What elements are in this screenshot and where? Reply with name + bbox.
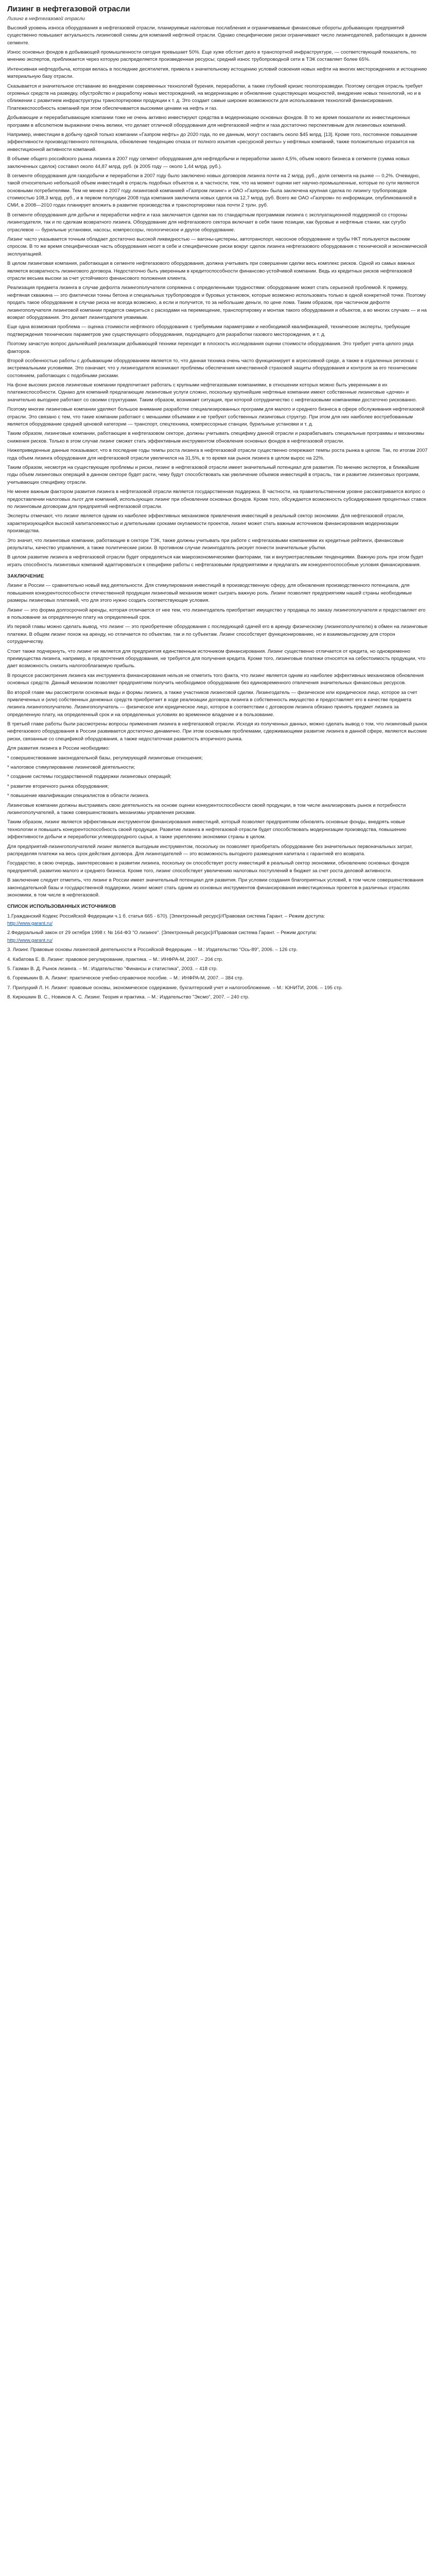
source-text: 6. Горемыкин В. А. Лизинг: практическое учебно-справочное пособие. – М.: ИНФРА-М, 2007. – 384 стр. [7, 975, 244, 981]
conclusion-paragraph: Для предприятий-лизингополучателей лизинг является выгодным инструментом, поскольку он позволяет приобретать оборудование без значительных первоначальных затрат, распределяя платежи на весь срок действия договора. Для лизингодателей — это возможность выгодного размещения капитала с гарантией его возврата. [7, 843, 413, 857]
conclusion-paragraph: * совершенствование законодательной базы, регулирующей лизинговые отношения; [7, 755, 203, 761]
paragraph: Это значит, что лизинговые компании, работающие в секторе ТЭК, также должны учитывать при работе с нефтегазовыми компаниями их кредитные рейтинги, финансовые результаты, качество управления, а также политические риски. В противном случае лизингодатель рискует понести значительные убытки. [7, 537, 404, 551]
conclusion-paragraph: Лизинг — это форма долгосрочной аренды, которая отличается от нее тем, что лизингодатель приобретает имущество у продавца по заказу лизингополучателя и предоставляет его в пользование за определенную плату на определенный срок. [7, 607, 426, 621]
conclusion-paragraph: В заключение следует отметить, что лизинг в России имеет значительный потенциал для развития. При условии создания благоприятных условий, в том числе совершенствования законодательной базы и государственной поддержки, лизинг может стать одним из основных инструментов финансирования инвестиционных проектов в различных отраслях экономики, в том числе в нефтегазовой. [7, 877, 424, 898]
source-text: 4. Кабатова Е. В. Лизинг: правовое регулирование, практика. – М.: ИНФРА-М, 2007. – 204 стр. [7, 956, 223, 962]
paragraph: Лизинг часто указывается точным обладает достаточно высокой ликвидностью — вагоны-цистерны, автотранспорт, насосное оборудование и трубы НКТ пользуются высоким спросом. В то же время специфическая часть оборудования несет в себе и специфические риски вокруг сделок лизинга нефтегазового оборудования с технической и экономической эксплуатацией. [7, 236, 427, 257]
source-text: 7. Прилуцкий Л. Н. Лизинг: правовые основы, экономическое содержание, бухгалтерский учет и налогообложение. – М.: ЮНИТИ, 2006. – 195 стр. [7, 985, 343, 991]
conclusion-paragraph: Во второй главе мы рассмотрели основные виды и формы лизинга, а также участников лизинговой сделки. Лизингодатель — физическое или юридическое лицо, которое за счет привлеченных и (или) собственных денежных средств приобретает в ходе реализации договора лизинга в собственность имущество и предоставляет его в качестве предмета лизинга лизингополучателю. Лизингополучатель — физическое или юридическое лицо, которое в соответствии с договором лизинга обязано принять предмет лизинга за определенную плату, на определенный срок и на определенных условиях во временное владение и в пользование. [7, 689, 417, 718]
paragraph: На фоне высоких рисков лизинговые компании предпочитают работать с крупными нефтегазовыми компаниями, в отношении которых можно быть уверенными в их платежеспособности. Однако для компаний предлагающие лизинговые услуги сложно, поскольку крупнейшие нефтяные компании имеют собственные лизинговые «дочки» и значительно выгоднее работают со своими структурами. Таким образом, возникает ситуация, при которой сотрудничество с нефтегазовыми компаниями достаточно рискованно. [7, 382, 417, 403]
conclusion-paragraph: Государство, в свою очередь, заинтересовано в развитии лизинга, поскольку он способствует росту инвестиций в реальный сектор экономики, обновлению основных фондов предприятий, развитию малого и среднего бизнеса. Кроме того, лизинг способствует увеличению налоговых поступлений в бюджет за счет роста деловой активности. [7, 860, 409, 874]
conclusion-heading: ЗАКЛЮЧЕНИЕ [7, 573, 44, 580]
paragraph: Износ основных фондов в добывающей промышленности сегодня превышает 50%. Еще хуже обстоит дело в транспортной инфраструктуре, — соответствующий показатель, по мнению экспертов, приближается через которую распределяется произведенная ресурсы; средний износ трубопроводной сети в ТЭК составляет более 65%. [7, 49, 416, 63]
paragraph: Сказывается и значительное отставание во внедрении современных технологий бурения, переработки, а также глубокий кризис геологоразведки. Поэтому сегодня отрасль требует огромных средств на разведку, обустройство и разработку новых месторождений, на модернизацию и обновление существующих мощностей, внедрение новых технологий, но и в сближении с развитием инфраструктуры транспортировки продукции к т. д. Это создает самые широкие возможности для использования технологий финансирования. Платежеспособность компаний при этом обеспечивается высокими ценами на нефть и газ. [7, 83, 423, 111]
source-text: 3. Лизинг. Правовые основы лизинговой деятельности в Российской Федерации. – М.: Издательство "Ось-89", 2006. – 126 стр. [7, 947, 298, 953]
conclusion-paragraph: Таким образом, лизинг является эффективным инструментом финансирования инвестиций, который позволяет предприятиям обновлять основные фонды, внедрять новые технологии и повышать конкурентоспособность своей продукции. Развитие лизинга в нефтегазовой отрасли будет способствовать модернизации производства, повышению эффективности добычи и переработки углеводородного сырья, а также укреплению экономики страны в целом. [7, 819, 407, 840]
source-link[interactable]: http://www.garant.ru/ [7, 937, 53, 943]
conclusion-paragraph: * развитие вторичного рынка оборудования; [7, 783, 109, 789]
source-item [7, 985, 429, 992]
source-item [7, 929, 429, 944]
conclusion-paragraph: Из первой главы можно сделать вывод, что лизинг — это приобретение оборудования с последующей сдачей его в аренду физическому (лизингополучателю) в обмен на лизинговые платежи. В общем лизинг похож на аренду, но отличается по объектам, так и по субъектам. Лизинг способствует функционированию, но и взаимовыгодному для сторон сотрудничеству. [7, 624, 428, 645]
conclusion-paragraph: Стоит также подчеркнуть, что лизинг не является для предприятия единственным источником финансирования. Лизинг существенно отличается от кредита, но одновременно преимущества лизинга, например, в предпочтения оборудования, не требуется для получения кредита. Кроме того, лизинговые платежи относятся на себестоимость продукции, что дает возможность снизить налогооблагаемую прибыль. [7, 648, 426, 669]
source-text: 2.Федеральный закон от 29 октября 1998 г. № 164-ФЗ "О лизинге". [Электронный ресурс]//Правовая система Гарант. – Режим доступа: [7, 930, 317, 936]
paragraph: Поэтому зачастую вопрос дальнейшей реализации добывающей техники переходит в плоскость исследования оценки стоимости оборудования. Это требует учета целого ряда факторов. [7, 341, 414, 354]
paragraph: Второй особенностью работы с добывающим оборудованием является то, что данная техника очень часто функционирует в агрессивной среде, а также в отдаленных регионах с экстремальными условиями. Это означает, что у лизингодателя возникают проблемы обеспечения качественной страховой защиты оборудования и контроля за его техническим состоянием, работающих с подобными рисками. [7, 358, 418, 379]
paragraph: Поэтому многие лизинговые компании уделяют большое внимание разработке специализированных программ для малого и среднего бизнеса в сфере обслуживания нефтегазовой отрасли. Это связано с тем, что такие компании работают с меньшими объемами и не требуют собственных лизинговых структур. При этом для них наиболее востребованным является оборудование средней ценовой категории — транспорт, спецтехника, компрессорные станции, бурильные установки и т. д. [7, 406, 425, 428]
page-title: Лизинг в нефтегазовой отрасли [7, 5, 130, 13]
paragraph: Реализация предмета лизинга в случае дефолта лизингополучателя сопряжена с определенными трудностями: оборудование может стать серьезной проблемой. К примеру, нефтяная скважина — это фактически тонны бетона и специальных трубопроводов и буровых установок, которые возможно использовать только в одной конкретной точке. Поэтому продать такое оборудование в случае риска не всегда возможно, а если и получится, то за небольшие деньги, по цене лома. Таким образом, при частичном дефолте лизингополучателя лизинговой компании придется смириться с расходами на перемещение, транспортировку и монтаж такого оборудования и объектов, а во многих случаях — и на возврат оборудования. Это делает лизингодателя уязвимым. [7, 285, 427, 320]
source-item [7, 975, 429, 982]
paragraph: Таким образом, несмотря на существующие проблемы и риски, лизинг в нефтегазовой отрасли имеет значительный потенциал для развития. По мнению экспертов, в ближайшие годы объем лизинговых операций в данном секторе будет расти, чему будут способствовать как увеличение объемов инвестиций в отрасль, так и развитие лизинговых программ, учитывающих специфику отрасли. [7, 464, 420, 485]
conclusion-body [7, 582, 429, 899]
source-text: 5. Газман В. Д. Рынок лизинга. – М.: Издательство "Финансы и статистика", 2003. – 418 стр. [7, 966, 218, 972]
conclusion-paragraph: * повышение квалификации специалистов в области лизинга. [7, 793, 150, 799]
paragraph: Нижеприведенные данные показывают, что в последние годы темпы роста лизинга в нефтегазовой отрасли существенно опережают темпы роста рынка в целом. Так, по итогам 2007 года объем лизинга оборудования для нефтегазовой отрасли увеличился на 31,5%, в то время как рынок лизинга в целом вырос на 22%. [7, 448, 428, 461]
paragraph: Например, инвестиции в добычу одной только компании «Газпром нефть» до 2020 года, по ее данным, могут составить около $45 млрд. [13]. Кроме того, постоянное повышение эффективности производственного потенциала, обновление тенденцию отказа от полного изъятия «ресурсной ренты» у нефтяных компаний, также положительно отразится на инвестиционной активности компаний. [7, 131, 417, 152]
paragraph: Добывающие и перерабатывающие компании тоже не очень активно инвестируют средства в модернизацию основных фондов. В то же время показатели их инвестиционных программ в абсолютном выражении очень велики, что делает отличной оборудования для нефтегазовой нефти и газа достаточно перспективным для лизинговых компаний. [7, 115, 410, 128]
conclusion-paragraph: Для развития лизинга в России необходимо: [7, 745, 110, 752]
source-item [7, 994, 429, 1001]
paragraph: Эксперты отмечают, что лизинг является одним из наиболее эффективных механизмов привлечения инвестиций в реальный сектор экономики. Для нефтегазовой отрасли, характеризующейся высокой капиталоемкостью и длительными сроками окупаемости проектов, лизинг может стать важным источником финансирования модернизации производства. [7, 513, 405, 534]
page-subtitle: Лизинг в нефтегазовой отрасли [7, 15, 85, 22]
paragraph: В целом развитие лизинга в нефтегазовой отрасли будет определяться как макроэкономическими факторами, так и внутриотраслевыми тенденциями. Важную роль при этом будет играть способность лизинговых компаний адаптироваться к специфике работы с нефтегазовыми предприятиями и предлагать им конкурентоспособные условия финансирования. [7, 554, 424, 568]
source-item [7, 913, 429, 928]
conclusion-paragraph: * налоговое стимулирование лизинговой деятельности; [7, 765, 135, 771]
source-text: 8. Кирюшкин В. С., Новиков А. С. Лизинг. Теория и практика. – М.: Издательство "Эксмо", 2007. – 240 стр. [7, 994, 250, 1001]
conclusion-paragraph: В процессе рассмотрения лизинга как инструмента финансирования нельзя не отметить того факта, что лизинг является одним из наиболее эффективных механизмов обновления основных средств. Данный механизм позволяет предприятиям получить необходимое оборудование без единовременного отвлечения значительных финансовых ресурсов. [7, 672, 424, 686]
source-item [7, 956, 429, 963]
source-item [7, 965, 429, 973]
paragraph: В сегменте оборудования для газодобычи и переработки в 2007 году было заключено новых договоров лизинга почти на 2 млрд. руб., доля сегмента на рынке — 0,2%. Очевидно, такой относительно небольшой объем инвестиций в отрасль подобных объектов и, в частности, тем, что на момент оценки нет научно-промышленные, которые по сути являются основными потребителями. Тем не менее в 2007 году лизинговой компанией «Газпром лизинг» и ОАО «Газпром» была заключена крупная сделка по лизингу трубопроводов стоимостью 108,3 млрд. руб., и в первом полугодии 2008 года компания заключила новых сделок на 12,7 млрд. руб. Всего же ОАО «Газпром» по информации, опубликованной в СМИ, в 2008—2010 годах планирует вложить в развитие производства и транспортировки газа почти 2 трлн. руб. [7, 173, 420, 209]
paragraph: В объеме общего российского рынка лизинга в 2007 году сегмент оборудования для нефтедобычи и переработки занял 4,5%, объем нового бизнеса в сегменте (сумма новых заключенных сделок) составил около 44,87 млрд. руб. (в 2005 году — около 1,44 млрд. руб.). [7, 156, 410, 170]
sources-heading: СПИСОК ИСПОЛЬЗОВАННЫХ ИСТОЧНИКОВ [7, 904, 116, 910]
paragraph: В сегменте оборудования для добычи и переработки нефти и газа заключается сделки как по стандартным программам лизинга с эксплуатационной поддержкой со стороны лизингодателя, так и по сделкам возвратного лизинга. Оборудование для нефтегазового сектора включает в себя такие позиции, как буровые и нефтяные станки, как сугубо отраслевое — бурильные установки, насосы, компрессоры, геологическое и другое оборудование. [7, 212, 408, 233]
conclusion-paragraph: Лизинг в России — сравнительно новый вид деятельности. Для стимулирования инвестиций в производственную сферу, для обновления производственного потенциала, для повышения конкурентоспособности отечественной продукции лизинговый механизм может сыграть важную роль. Лизинг позволяет предприятиям нашей страны необходимые размеры лизинговых платежей, что для этого нужно создать соответствующие условия. [7, 583, 412, 604]
article-body [7, 25, 429, 569]
conclusion-paragraph: Лизинговые компании должны выстраивать свою деятельность на основе оценки конкурентоспособности своей продукции, в том числе анализировать рынок и потребности лизингополучателей, а также совершенствовать механизмы управления рисками. [7, 802, 406, 816]
conclusion-paragraph: * создание системы государственной поддержки лизинговых операций; [7, 774, 172, 780]
source-text: 1.Гражданский Кодекс Российской Федерации ч.1 б. статья 665 - 670). [Электронный ресурс]//Правовая система Гарант. – Режим доступа: [7, 913, 325, 919]
paragraph: Таким образом, лизинговые компании, работающие в нефтегазовом секторе, должны учитывать специфику данной отрасли и разрабатывать специальные программы и механизмы снижения рисков. Только в этом случае лизинг сможет стать эффективным инструментом обновления основных фондов в нефтегазовой отрасли. [7, 431, 424, 444]
source-item [7, 946, 429, 954]
conclusion-paragraph: В третьей главе работы были рассмотрены вопросы применения лизинга в нефтегазовой отрасли. Исходя из полученных данных, можно сделать вывод о том, что лизинговый рынок нефтегазового оборудования в России развивается достаточно динамично. При этом основными проблемами, сдерживающими развитие лизинга в данной сфере, являются высокие риски, связанные со спецификой оборудования, а также недостаточная развитость вторичного рынка. [7, 721, 427, 742]
paragraph: В целом лизинговая компания, работающая в сегменте нефтегазового оборудования, должна учитывать при совершении сделки весь комплекс рисков. Одной из самых важных является возвратность лизингового договора. Недостаточно быть уверенным в кредитоспособности финансово-устойчивой компании. Ведь из кредитных рисков нефтегазовой отрасли весьма высоки за счет устойчивого финансового положения клиента. [7, 261, 415, 281]
sources-list [7, 913, 429, 1002]
source-link[interactable]: http://www.garant.ru/ [7, 921, 53, 927]
paragraph: Еще одна возможная проблема — оценка стоимости нефтяного оборудования с требуемыми параметрами и необходимой квалификацией, технические эксперты, требующие подтверждения технических параметров уже существующего оборудования, подходящего для разработки газового месторождения, и т. д. [7, 324, 410, 337]
paragraph: Интенсивная нефтедобыча, которая велась в последние десятилетия, привела к значительному истощению условий освоения новых нефти на многих месторождениях и истощению материальную базу отрасли. [7, 66, 427, 80]
paragraph: Не менее важным фактором развития лизинга в нефтегазовой отрасли является государственная поддержка. В частности, на правительственном уровне рассматривается вопрос о предоставлении налоговых льгот для компаний, использующих лизинг при обновлении основных фондов. Кроме того, обсуждается возможность субсидирования процентных ставок по лизинговым договорам для предприятий нефтегазовой отрасли. [7, 489, 426, 510]
paragraph: Высокий уровень износа оборудования в нефтегазовой отрасли, планируемые налоговые послабления и ограничиваемые финансовые обороты добывающих предприятий существенно повышают актуальность лизинговой схемы для компаний нефтяной отрасли. Однако специфические риски ограничивают число лизингодателей, работающих в данном сегменте. [7, 25, 427, 46]
